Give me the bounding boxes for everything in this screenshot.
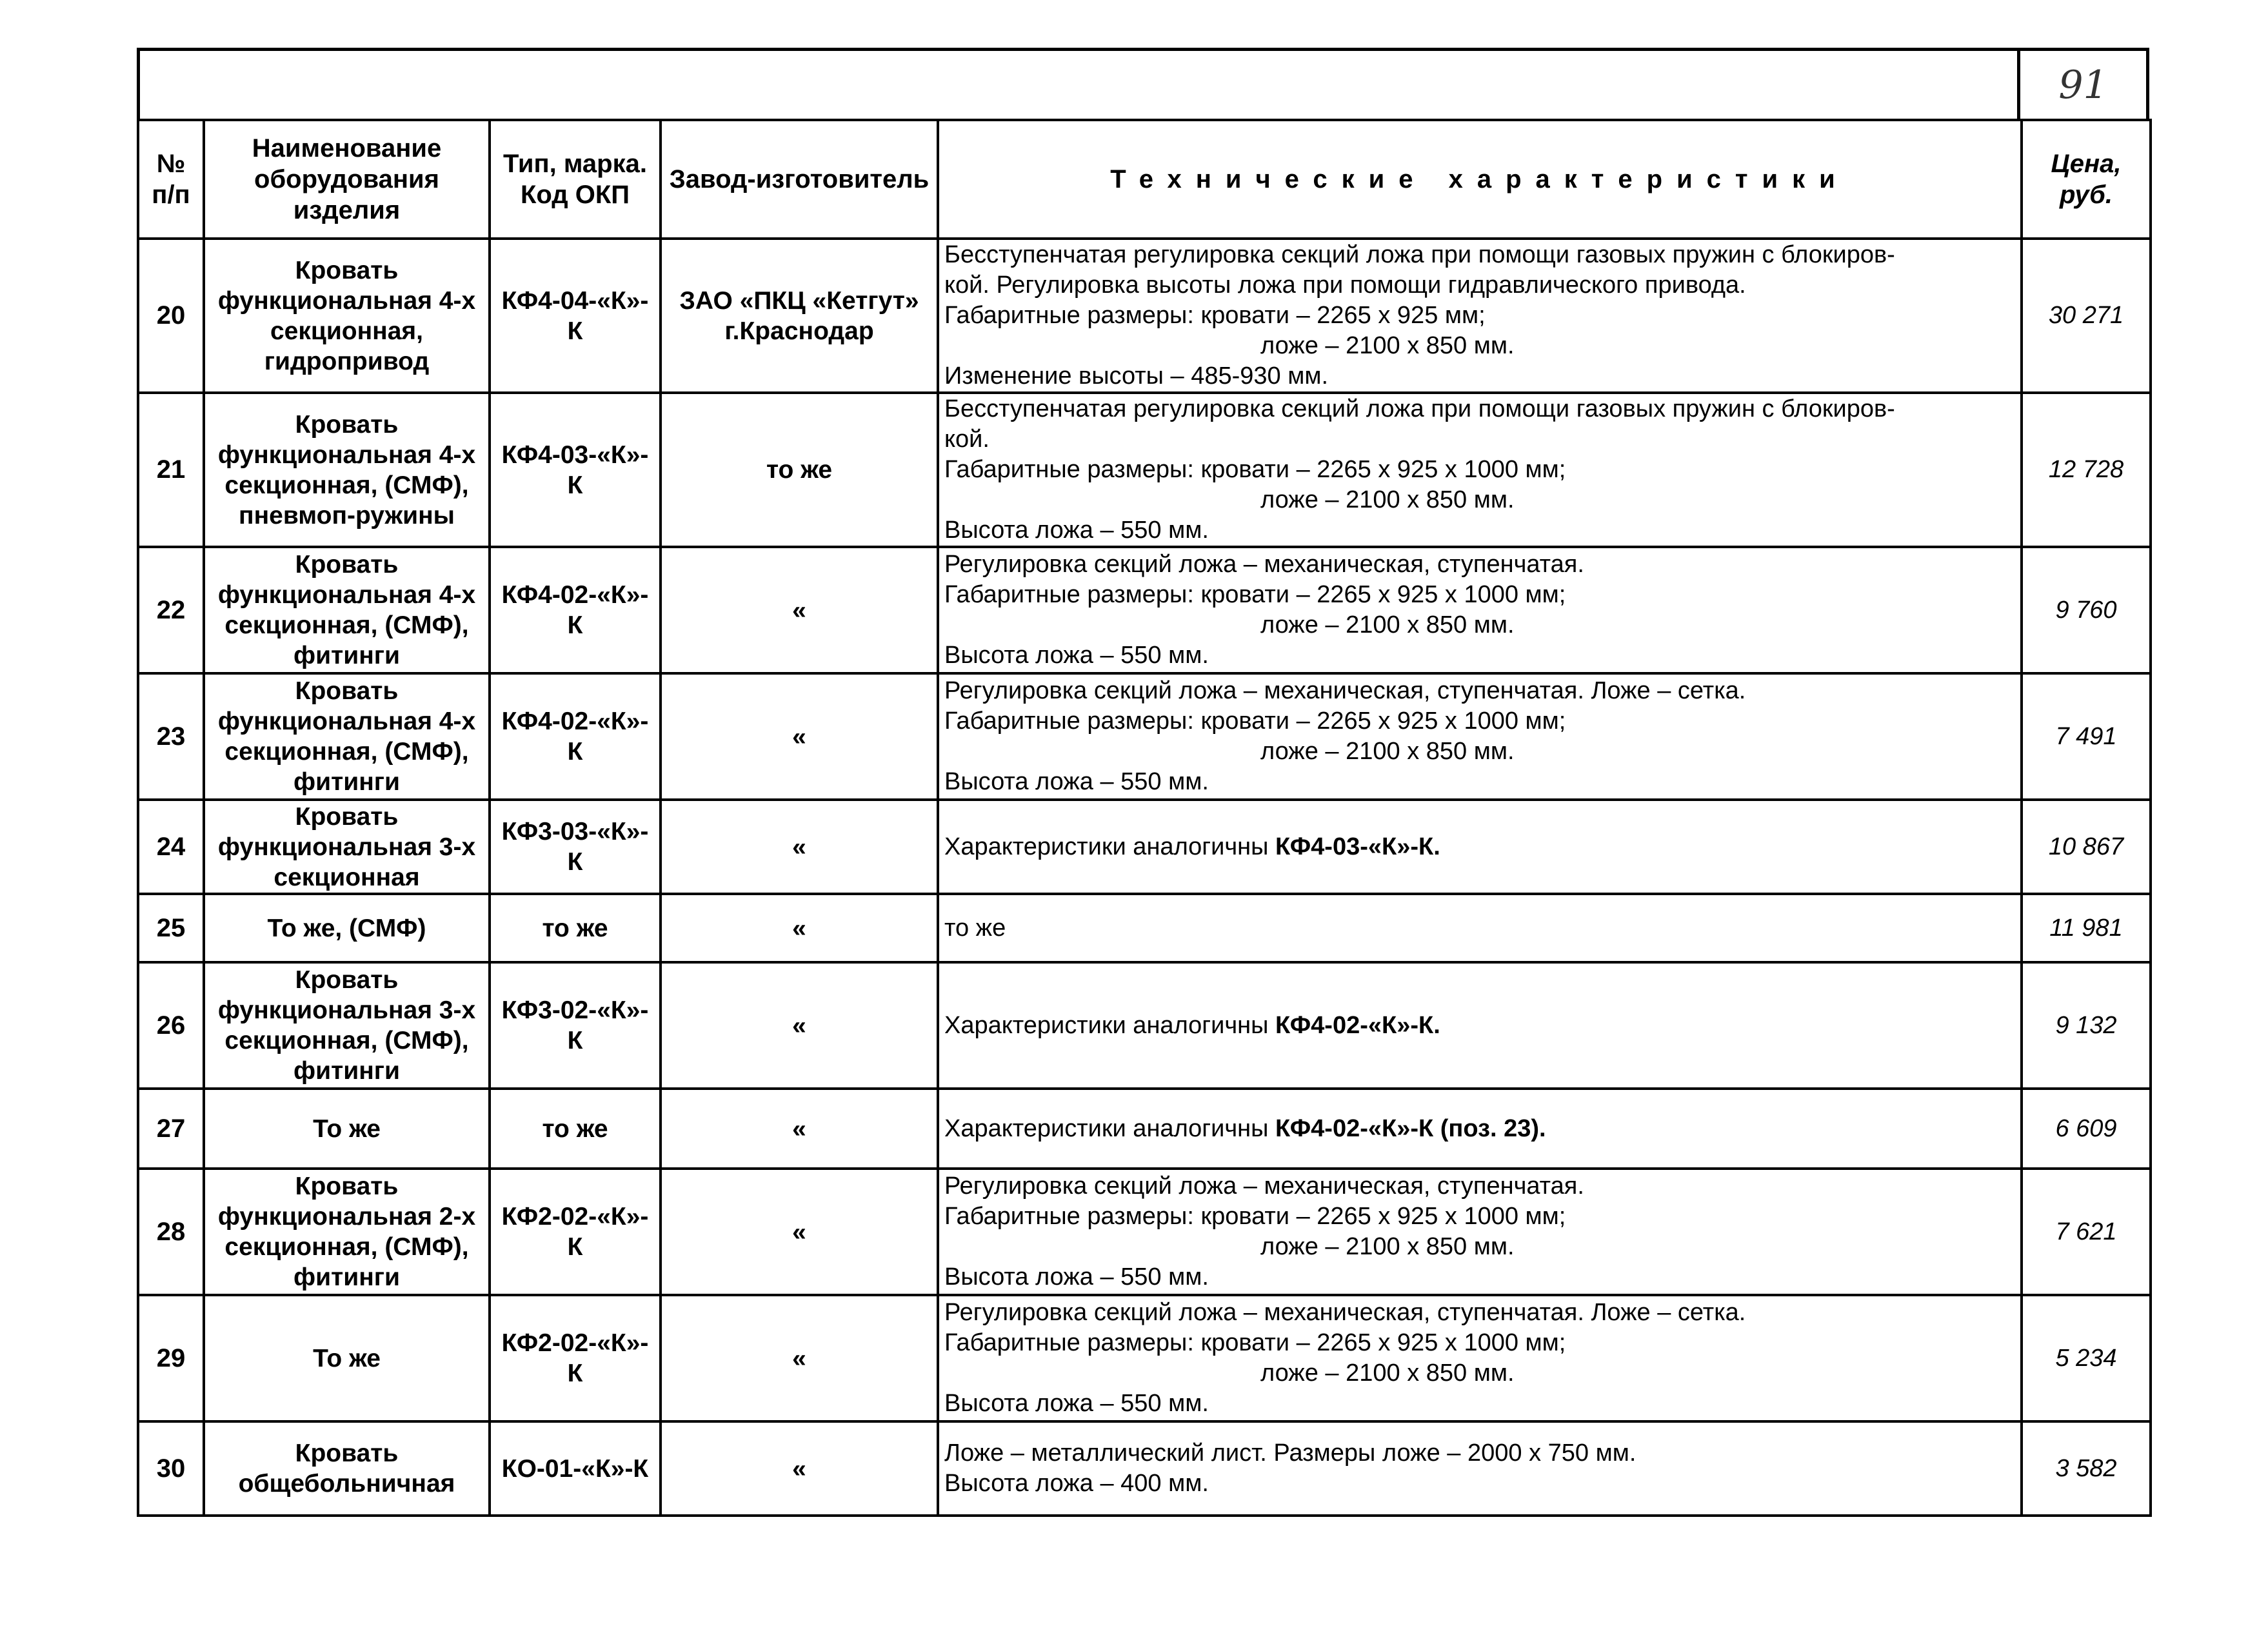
spec-text: Характеристики аналогичны — [944, 1114, 1276, 1142]
row-number: 23 — [138, 673, 204, 800]
spec-line: кой. — [944, 426, 990, 453]
spec-line: Ложе – металлический лист. Размеры ложе – 2000 х 750 мм. — [944, 1439, 1636, 1467]
price: 3 582 — [2022, 1421, 2151, 1516]
table-row — [138, 1089, 2151, 1169]
spec-line: Габаритные размеры: кровати – 2265 х 925 х 1000 мм; — [944, 1203, 1566, 1230]
row-number: 27 — [138, 1089, 204, 1169]
technical-specs — [938, 962, 2022, 1089]
spec-line: Регулировка секций ложа – механическая, ступенчатая. Ложе – сетка. — [944, 677, 1746, 704]
manufacturer: « — [661, 894, 938, 962]
spec-line: ложе – 2100 х 850 мм. — [1260, 1360, 1515, 1387]
price: 5 234 — [2022, 1295, 2151, 1421]
spec-line: Габаритные размеры: кровати – 2265 х 925 х 1000 мм; — [944, 707, 1566, 735]
technical-specs — [938, 239, 2022, 393]
technical-specs — [938, 673, 2022, 800]
spec-line: Высота ложа – 550 мм. — [944, 517, 1209, 544]
price: 7 621 — [2022, 1169, 2151, 1295]
price: 12 728 — [2022, 393, 2151, 547]
table-row — [138, 673, 2151, 800]
spec-line: Габаритные размеры: кровати – 2265 х 925 х 1000 мм; — [944, 456, 1566, 483]
manufacturer: « — [661, 673, 938, 800]
equipment-name: Кровать общебольничная — [204, 1421, 490, 1516]
technical-specs — [938, 894, 2022, 962]
table-row — [138, 1421, 2151, 1516]
technical-specs — [938, 547, 2022, 673]
equipment-name: Кровать функциональная 3-х секционная — [204, 800, 490, 894]
equipment-type: КФ2-02-«К»-К — [490, 1169, 661, 1295]
spec-line: Бесступенчатая регулировка секций ложа при помощи газовых пружин с блокиров- — [944, 241, 1895, 268]
equipment-type: КФ4-02-«К»-К — [490, 673, 661, 800]
manufacturer: « — [661, 1169, 938, 1295]
page-number-cell — [2017, 51, 2146, 119]
spec-line: ложе – 2100 х 850 мм. — [1260, 611, 1515, 638]
price-table-sheet — [137, 48, 2149, 1517]
table-row — [138, 393, 2151, 547]
spec-model-reference: КФ4-03-«К»-К. — [1275, 833, 1440, 860]
manufacturer: « — [661, 1421, 938, 1516]
spec-line: Высота ложа – 550 мм. — [944, 1390, 1209, 1417]
spec-line: ложе – 2100 х 850 мм. — [1260, 1233, 1515, 1260]
spec-line: Габаритные размеры: кровати – 2265 х 925 мм; — [944, 302, 1486, 329]
spec-line: Высота ложа – 550 мм. — [944, 642, 1209, 669]
equipment-name: То же — [204, 1295, 490, 1421]
header-name: Наименование оборудования изделия — [204, 120, 490, 239]
equipment-type: КФ4-02-«К»-К — [490, 547, 661, 673]
spec-line: Регулировка секций ложа – механическая, ступенчатая. — [944, 551, 1584, 578]
spec-line: ложе – 2100 х 850 мм. — [1260, 738, 1515, 765]
spec-line: ложе – 2100 х 850 мм. — [1260, 486, 1515, 513]
spec-line: ложе – 2100 х 850 мм. — [1260, 332, 1515, 359]
spec-line: Бесступенчатая регулировка секций ложа при помощи газовых пружин с блокиров- — [944, 395, 1895, 422]
price: 10 867 — [2022, 800, 2151, 894]
technical-specs — [938, 393, 2022, 547]
equipment-type: то же — [490, 894, 661, 962]
row-number: 30 — [138, 1421, 204, 1516]
table-header-row — [138, 120, 2151, 239]
equipment-table — [137, 119, 2152, 1517]
table-row — [138, 962, 2151, 1089]
spec-line: Регулировка секций ложа – механическая, ступенчатая. — [944, 1172, 1584, 1200]
page-number-mark: 91 — [2058, 62, 2108, 108]
spec-model-reference: КФ4-02-«К»-К (поз. 23). — [1275, 1114, 1546, 1142]
manufacturer: « — [661, 1295, 938, 1421]
table-row — [138, 894, 2151, 962]
equipment-type: то же — [490, 1089, 661, 1169]
price: 7 491 — [2022, 673, 2151, 800]
equipment-name: То же — [204, 1089, 490, 1169]
table-row — [138, 800, 2151, 894]
manufacturer: « — [661, 1089, 938, 1169]
equipment-name: То же, (СМФ) — [204, 894, 490, 962]
technical-specs — [938, 1421, 2022, 1516]
spec-text: Характеристики аналогичны — [944, 833, 1276, 860]
equipment-type: КФ3-02-«К»-К — [490, 962, 661, 1089]
spec-text: то же — [944, 914, 1006, 942]
spec-line: Габаритные размеры: кровати – 2265 х 925 х 1000 мм; — [944, 581, 1566, 608]
row-number: 25 — [138, 894, 204, 962]
price: 9 760 — [2022, 547, 2151, 673]
spec-text: Характеристики аналогичны — [944, 1011, 1276, 1039]
equipment-type: КО-01-«К»-К — [490, 1421, 661, 1516]
equipment-name: Кровать функциональная 3-х секционная, (СМФ), фитинги — [204, 962, 490, 1089]
spec-line: Высота ложа – 400 мм. — [944, 1470, 1209, 1497]
row-number: 24 — [138, 800, 204, 894]
manufacturer: то же — [661, 393, 938, 547]
manufacturer: « — [661, 962, 938, 1089]
technical-specs — [938, 1169, 2022, 1295]
price: 6 609 — [2022, 1089, 2151, 1169]
row-number: 28 — [138, 1169, 204, 1295]
header-num: № п/п — [138, 120, 204, 239]
equipment-name: Кровать функциональная 4-х секционная, (СМФ), фитинги — [204, 673, 490, 800]
header-type: Тип, марка. Код ОКП — [490, 120, 661, 239]
spec-line: Регулировка секций ложа – механическая, ступенчатая. Ложе – сетка. — [944, 1299, 1746, 1326]
spec-model-reference: КФ4-02-«К»-К. — [1275, 1011, 1440, 1039]
spec-line: Изменение высоты – 485-930 мм. — [944, 362, 1329, 390]
table-body — [138, 239, 2151, 1516]
header-maker: Завод-изготовитель — [661, 120, 938, 239]
row-number: 22 — [138, 547, 204, 673]
equipment-type: КФ4-03-«К»-К — [490, 393, 661, 547]
price: 30 271 — [2022, 239, 2151, 393]
header-price: Цена, руб. — [2022, 120, 2151, 239]
manufacturer: « — [661, 547, 938, 673]
equipment-name: Кровать функциональная 4-х секционная, (СМФ), пневмоп-ружины — [204, 393, 490, 547]
row-number: 20 — [138, 239, 204, 393]
spec-line: Высота ложа – 550 мм. — [944, 1263, 1209, 1291]
equipment-type: КФ3-03-«К»-К — [490, 800, 661, 894]
price: 11 981 — [2022, 894, 2151, 962]
spec-line: Высота ложа – 550 мм. — [944, 768, 1209, 795]
equipment-name: Кровать функциональная 4-х секционная, гидропривод — [204, 239, 490, 393]
table-row — [138, 1295, 2151, 1421]
equipment-type: КФ4-04-«К»-К — [490, 239, 661, 393]
equipment-type: КФ2-02-«К»-К — [490, 1295, 661, 1421]
table-row — [138, 239, 2151, 393]
technical-specs — [938, 1295, 2022, 1421]
table-row — [138, 1169, 2151, 1295]
row-number: 21 — [138, 393, 204, 547]
manufacturer: ЗАО «ПКЦ «Кетгут» г.Краснодар — [661, 239, 938, 393]
technical-specs — [938, 800, 2022, 894]
price: 9 132 — [2022, 962, 2151, 1089]
spec-line: Габаритные размеры: кровати – 2265 х 925 х 1000 мм; — [944, 1329, 1566, 1356]
spec-line: кой. Регулировка высоты ложа при помощи гидравлического привода. — [944, 272, 1746, 299]
header-spec: Технические характеристики — [938, 120, 2022, 239]
table-row — [138, 547, 2151, 673]
equipment-name: Кровать функциональная 4-х секционная, (СМФ), фитинги — [204, 547, 490, 673]
table-top-bar — [137, 48, 2149, 119]
technical-specs — [938, 1089, 2022, 1169]
row-number: 26 — [138, 962, 204, 1089]
row-number: 29 — [138, 1295, 204, 1421]
manufacturer: « — [661, 800, 938, 894]
equipment-name: Кровать функциональная 2-х секционная, (СМФ), фитинги — [204, 1169, 490, 1295]
